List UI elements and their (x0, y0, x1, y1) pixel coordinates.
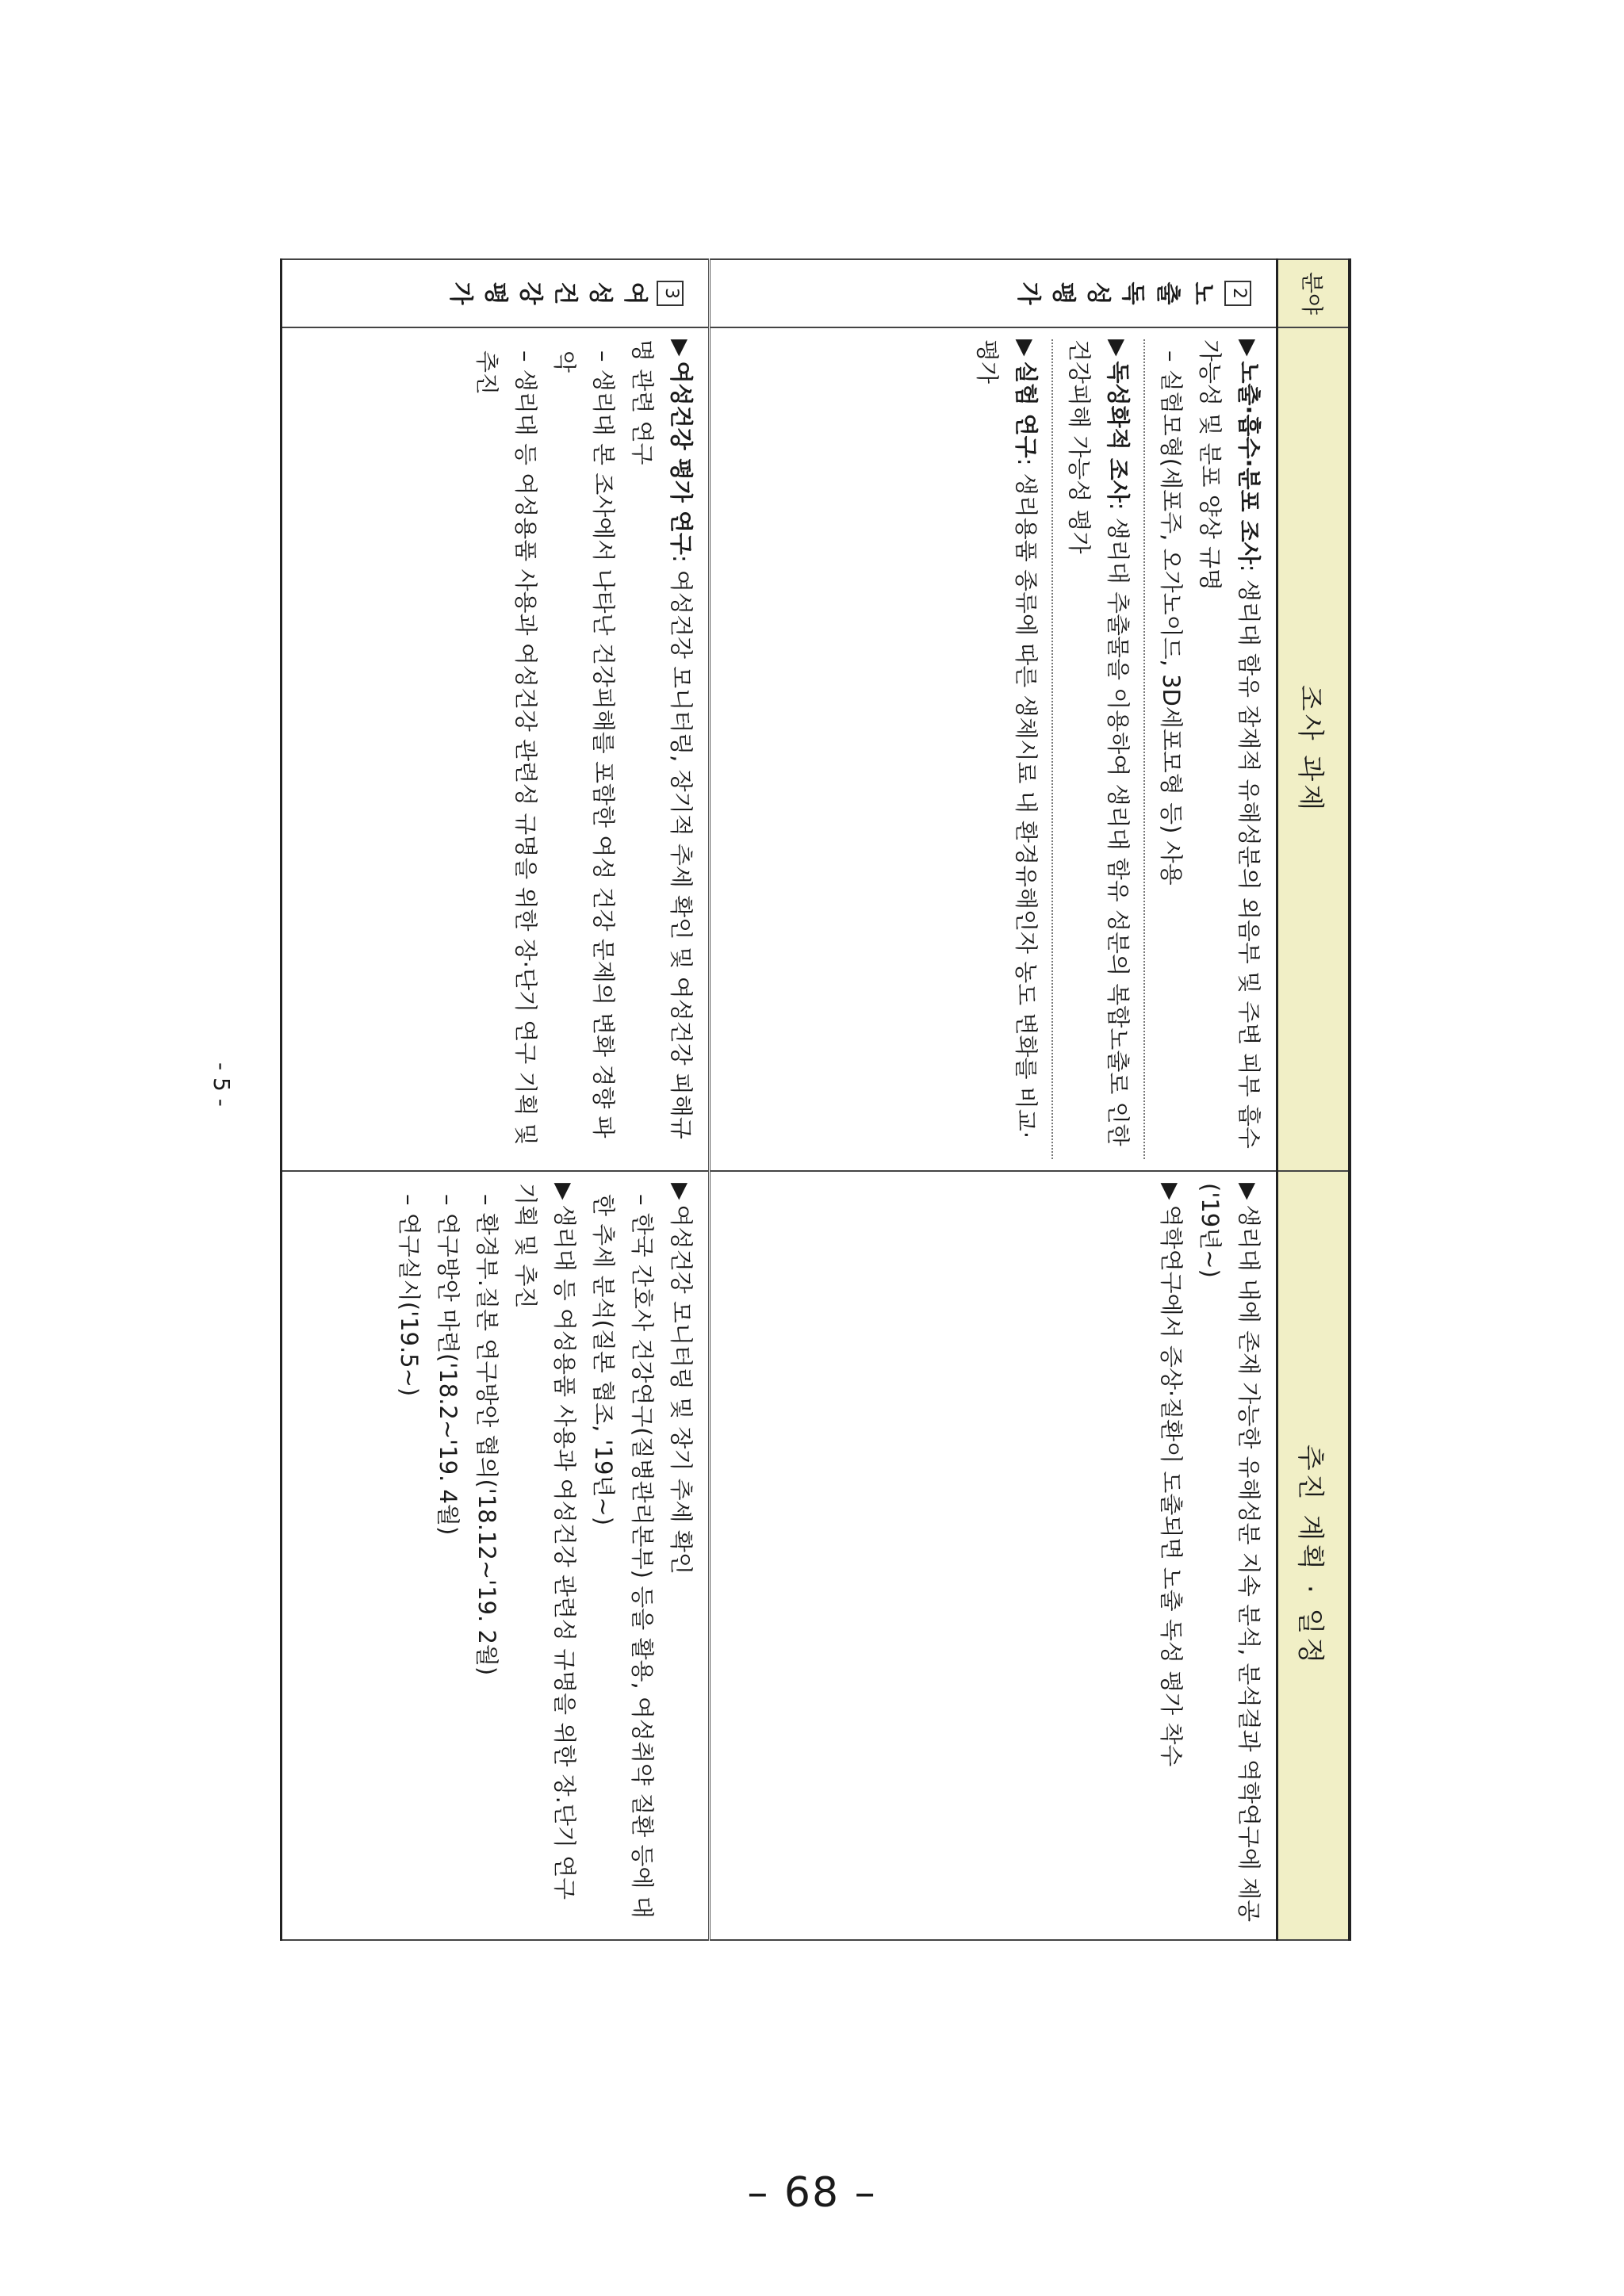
task-subitem: – 생리대 본 조사에서 나타난 건강피해를 포함한 여성 건강 문제의 변화 경향 파악 (551, 350, 617, 1138)
task-item-title: 독성화적 조사 (1105, 361, 1132, 503)
task-cell (282, 327, 710, 1171)
task-item-text: : 여성건강 모니터링, 장기적 추세 확인 및 여성건강 피해규명 관련 연구 (629, 339, 695, 1139)
task-item-text: : 생리대 함유 잠재적 유해성분의 외음부 및 주변 피부 흡수 가능성 및 분포 양상 규명 (1197, 339, 1262, 1149)
task-item (622, 339, 700, 1159)
plan-item-text: 역학연구에서 증상·질환이 도출되면 노출 독성 평가 착수 (1158, 1204, 1185, 1767)
triangle-bullet-icon: ▶ (668, 1183, 694, 1200)
plan-table (280, 258, 1351, 1941)
plan-item (1190, 1183, 1268, 1928)
task-item-text: : 생리용품 종류에 따른 생체시료 내 환경유해인자 농도 변화를 비교·평가 (974, 339, 1040, 1139)
task-subitem: – 실험모형(세포주, 오가노이드, 3D세포모형 등) 사용 (1158, 350, 1185, 886)
field-number: 2 (1224, 281, 1251, 306)
plan-subitem: – 연구방안 마련('18.2~'19. 4월) (435, 1194, 462, 1536)
triangle-bullet-icon: ▶ (1158, 1183, 1184, 1200)
field-cell (710, 259, 1277, 327)
task-item (1190, 339, 1268, 1159)
plan-item (661, 1183, 700, 1928)
page-number: – 68 – (747, 2169, 877, 2217)
header-task: 조사 과제 (1277, 327, 1350, 1171)
plan-subitem: – 한국 간호사 건강연구(질병관리본부) 등을 활용, 여성취약 질환 등에 대한 추세 분석(질본 협조, '19년~) (590, 1194, 656, 1919)
field-number: 3 (657, 281, 684, 306)
table-row (282, 259, 710, 1940)
plan-item-text: 여성건강 모니터링 및 장기 추세 확인 (668, 1204, 695, 1575)
triangle-bullet-icon: ▶ (1235, 1183, 1262, 1200)
task-item-title: 실험 연구 (1013, 361, 1040, 458)
task-item-title: 노출·흡수·분포 조사 (1235, 361, 1262, 564)
plan-item-text: 생리대 내에 존재 가능한 유해성분 지속 분석, 분석결과 역학연구에 제공('19년~) (1197, 1183, 1262, 1923)
task-item-text: : 생리대 추출물을 이용하여 생리대 함유 성분의 복합노출로 인한 건강피해 가능성 평가 (1066, 339, 1132, 1146)
dotted-divider (1143, 339, 1145, 1159)
triangle-bullet-icon: ▶ (1013, 339, 1039, 357)
task-item-title: 여성건강 평가 연구 (668, 361, 695, 555)
inner-page-number: - 5 - (209, 1062, 235, 1107)
task-cell (710, 327, 1277, 1171)
field-label: 여성건강평가 (446, 281, 649, 305)
field-label: 노출독성평가 (1014, 281, 1216, 305)
plan-cell (282, 1171, 710, 1940)
dotted-divider (1051, 339, 1053, 1159)
plan-item (506, 1183, 584, 1928)
field-cell (282, 259, 710, 327)
header-plan: 추진 계획 · 일정 (1277, 1171, 1350, 1940)
triangle-bullet-icon: ▶ (551, 1183, 577, 1200)
triangle-bullet-icon: ▶ (1235, 339, 1262, 357)
table-row (710, 259, 1277, 1940)
plan-item-text: 생리대 등 여성용품 사용과 여성건강 관련성 규명을 위한 장.단기 연구 기획 및 추진 (512, 1183, 578, 1900)
triangle-bullet-icon: ▶ (668, 339, 694, 357)
triangle-bullet-icon: ▶ (1105, 339, 1131, 357)
task-subitem: – 생리대 등 여성용품 사용과 여성건강 관련성 규명을 위한 장·단기 연구 기획 및 추진 (473, 350, 539, 1146)
header-field: 분야 (1277, 259, 1350, 327)
plan-subitem: – 환경부.질본 연구방안 협의('18.12~'19. 2월) (473, 1194, 500, 1676)
task-item (967, 339, 1045, 1159)
rotated-page (324, 258, 1351, 1939)
task-item (1059, 339, 1137, 1159)
plan-cell (710, 1171, 1277, 1940)
plan-subitem: – 연구실시('19.5~) (396, 1194, 423, 1397)
table-header-row (1277, 259, 1350, 1940)
plan-item (1151, 1183, 1190, 1928)
